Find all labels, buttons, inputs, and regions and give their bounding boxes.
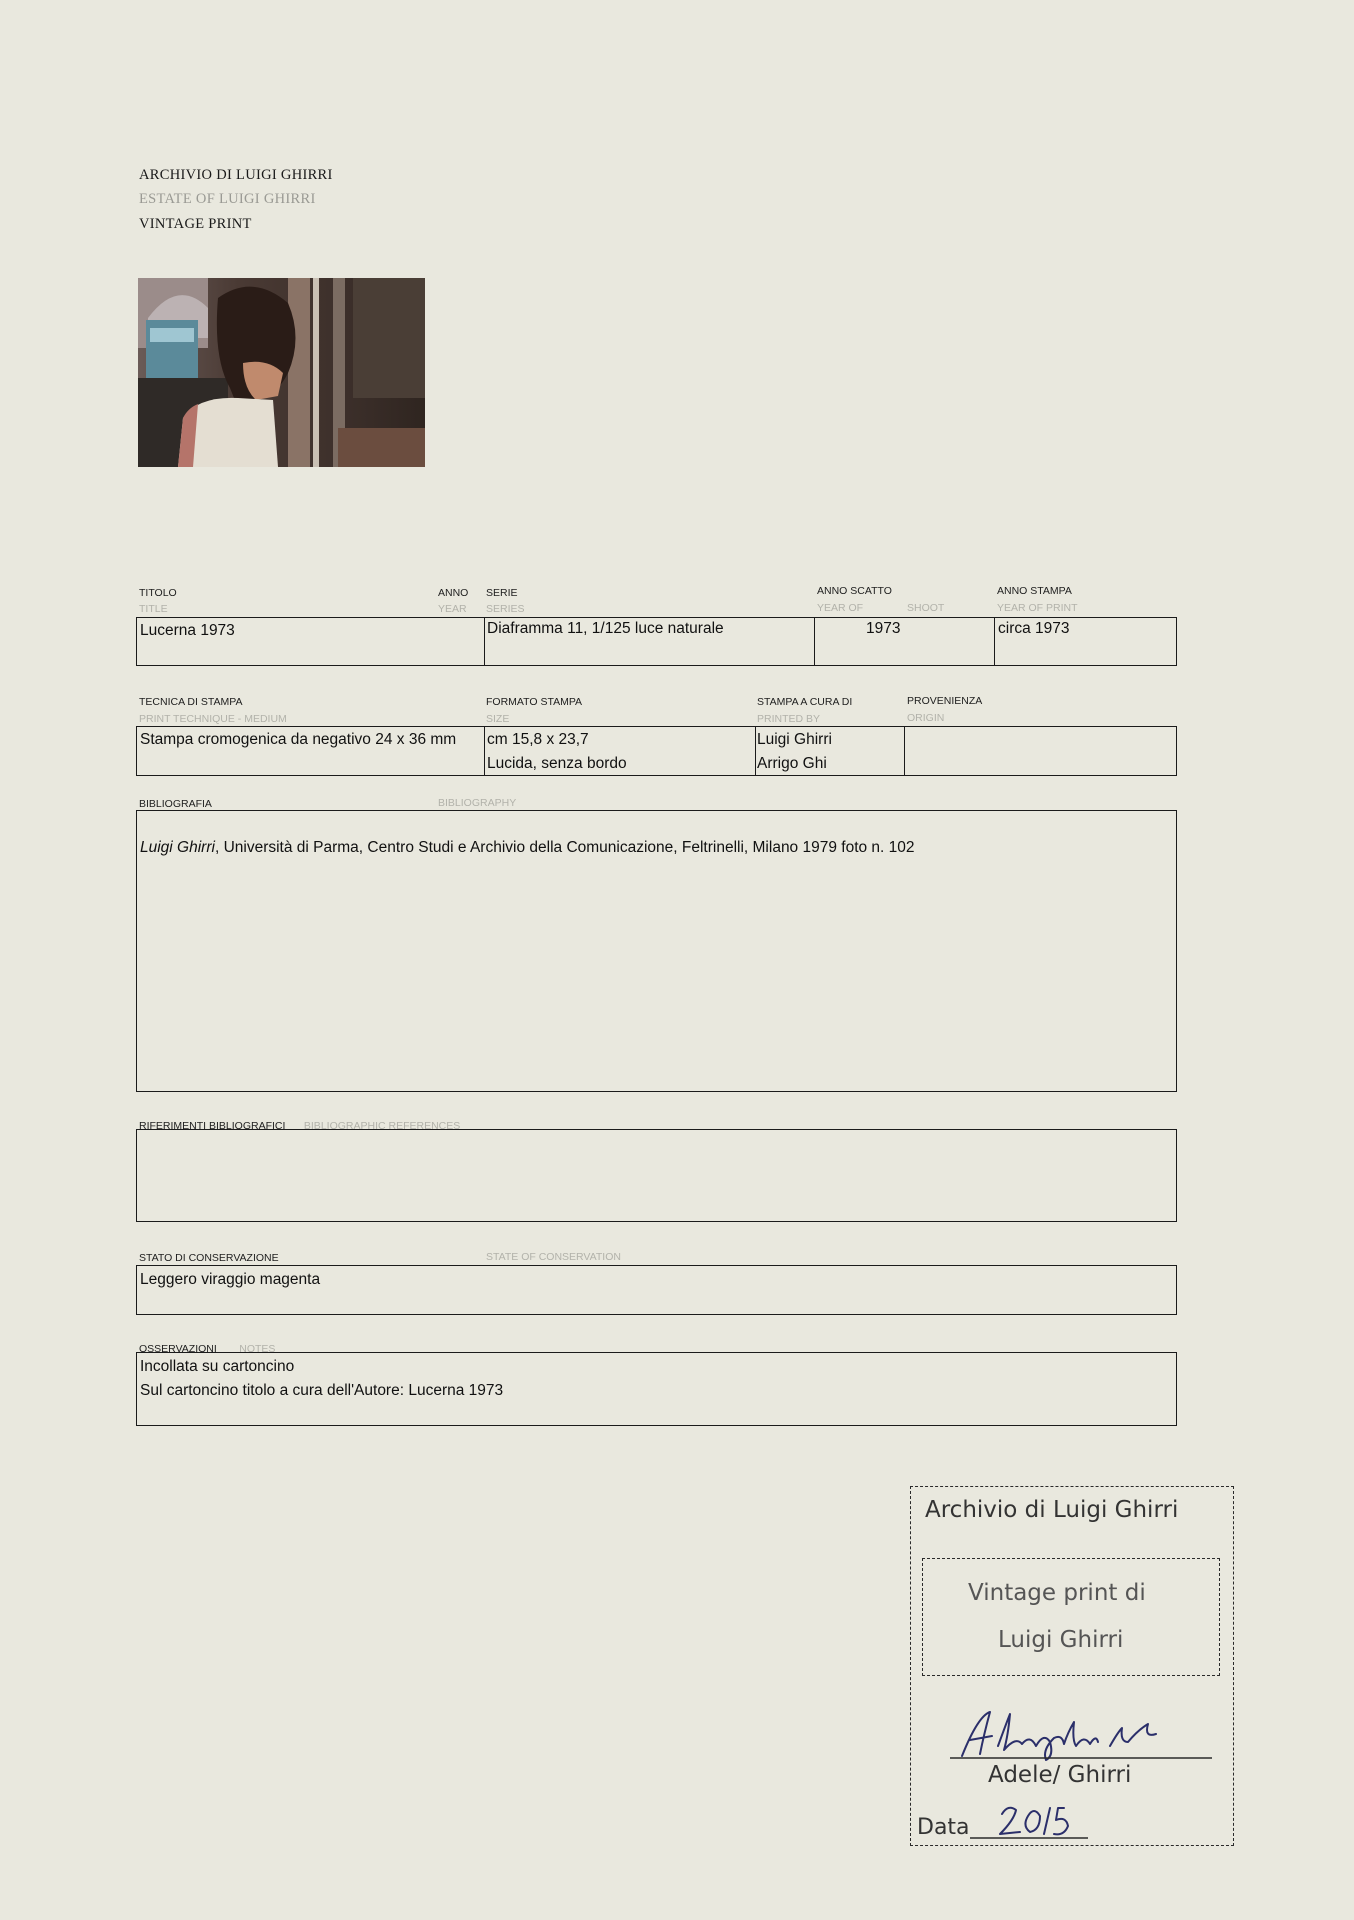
value-serie: Diaframma 11, 1/125 luce naturale [487,620,724,637]
label-year-of-print: YEAR OF PRINT [997,602,1078,614]
photograph-thumbnail [138,278,425,467]
label-title: TITLE [139,603,168,615]
handwritten-signature [950,1706,1220,1764]
stamp-title: Archivio di Luigi Ghirri [925,1497,1179,1523]
label-anno: ANNO [438,587,469,599]
label-bibliography: BIBLIOGRAPHY [438,797,517,809]
label-bibliografia: BIBLIOGRAFIA [139,798,212,810]
stamp-vintage-print: Vintage print di [968,1580,1146,1606]
value-tecnica: Stampa cromogenica da negativo 24 x 36 mm [140,731,457,748]
photograph-image [138,278,425,467]
divider [814,617,815,666]
stamp-inner-box [922,1558,1220,1676]
label-anno-scatto: ANNO SCATTO [817,585,892,597]
label-size: SIZE [486,713,510,725]
label-year-of: YEAR OF [817,602,864,614]
estate-title: ESTATE OF LUIGI GHIRRI [139,191,316,207]
stamp-luigi-ghirri: Luigi Ghirri [998,1627,1124,1653]
references-box [136,1129,1177,1222]
label-anno-stampa: ANNO STAMPA [997,585,1072,597]
divider [904,726,905,776]
label-formato: FORMATO STAMPA [486,696,583,708]
vintage-print-title: VINTAGE PRINT [139,216,252,232]
label-series: SERIES [486,603,525,615]
label-provenienza: PROVENIENZA [907,695,983,707]
divider [484,726,485,776]
divider [484,617,485,666]
value-anno-scatto: 1973 [866,620,901,637]
value-printed-by-1: Luigi Ghirri [757,731,832,748]
value-notes-2: Sul cartoncino titolo a cura dell'Autore: Lucerna 1973 [140,1382,504,1399]
value-formato-finish: Lucida, senza bordo [487,755,627,772]
handwritten-date [970,1800,1090,1844]
bibliography-entry [140,839,915,857]
label-state-of-conservation: STATE OF CONSERVATION [486,1251,621,1263]
label-stampa-cura: STAMPA A CURA DI [757,696,853,708]
divider [994,617,995,666]
value-notes-1: Incollata su cartoncino [140,1358,295,1375]
value-stato: Leggero viraggio magenta [140,1271,321,1288]
label-osservazioni: OSSERVAZIONI [139,1343,217,1355]
archive-title: ARCHIVIO DI LUIGI GHIRRI [139,167,333,183]
label-riferimenti: RIFERIMENTI BIBLIOGRAFICI [139,1120,286,1132]
value-titolo: Lucerna 1973 [140,622,235,639]
label-stato: STATO DI CONSERVAZIONE [139,1252,279,1264]
label-year: YEAR [438,603,467,615]
label-titolo: TITOLO [139,587,177,599]
stamp-signatory-name: Adele/ Ghirri [988,1762,1132,1788]
value-formato-size: cm 15,8 x 23,7 [487,731,589,748]
bibliography-author: Luigi Ghirri [140,839,215,856]
value-printed-by-2: Arrigo Ghi [757,755,827,772]
label-shoot: SHOOT [907,602,945,614]
label-serie: SERIE [486,587,518,599]
label-notes: NOTES [239,1343,276,1355]
label-tecnica: TECNICA DI STAMPA [139,696,243,708]
stamp-date-label: Data [917,1815,970,1840]
label-origin: ORIGIN [907,712,945,724]
value-anno-stampa: circa 1973 [998,620,1070,637]
label-bibliographic-references: BIBLIOGRAPHIC REFERENCES [303,1120,461,1132]
bibliography-text: , Università di Parma, Centro Studi e Archivio della Comunicazione, Feltrinelli, Milano 1979 foto n. 102 [214,839,915,856]
label-print-technique: PRINT TECHNIQUE - MEDIUM [139,713,287,725]
label-printed-by: PRINTED BY [757,713,821,725]
divider [755,726,756,776]
